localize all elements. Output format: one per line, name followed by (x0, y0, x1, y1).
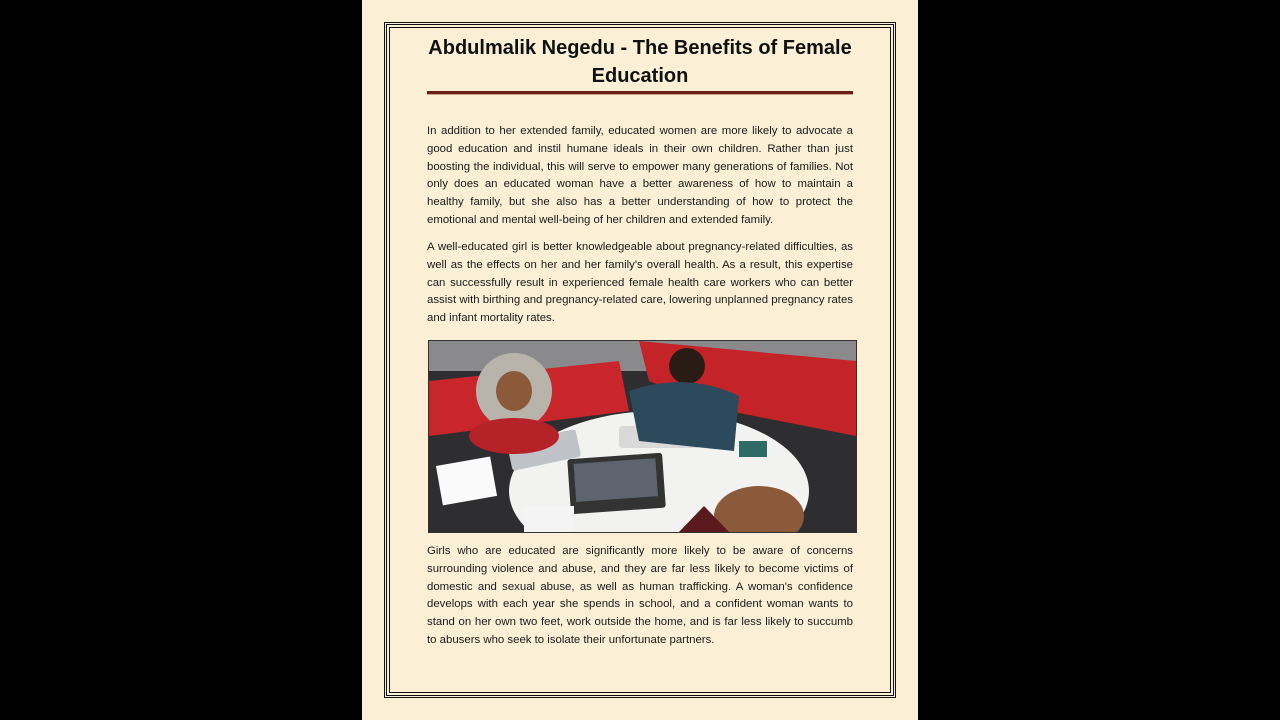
students-studying-photo (428, 340, 857, 533)
document-page (362, 0, 918, 720)
title-divider (427, 91, 853, 95)
paragraph-3: Girls who are educated are significantly more likely to be aware of concerns surrounding violence and abuse, and they are far less likely to become victims of domestic and sexual abuse, as well as human trafficking. A woman's confidence develops with each year she spends in school, and a confident woman wants to stand on her own two feet, work outside the home, and is far less likely to succumb to abusers who seek to isolate their unfortunate partners. (427, 545, 853, 646)
paragraph-2: A well-educated girl is better knowledgeable about pregnancy-related difficulties, as well as the effects on her and her family's overall health. As a result, this expertise can successfully result in experienced female health care workers who can better assist with birthing and pregnancy-related care, lowering unplanned pregnancy rates and infant mortality rates. (427, 241, 853, 325)
document-title: Abdulmalik Negedu - The Benefits of Female Education (428, 37, 852, 87)
paragraph-1: In addition to her extended family, educated women are more likely to advocate a good education and instil humane ideals in their own children. Rather than just boosting the individual, this will serve to empower many generations of families. Not only does an educated woman have a better awareness of how to maintain a healthy family, but she also has a better understanding of how to protect the emotional and mental well-being of her children and extended family. (427, 125, 853, 226)
